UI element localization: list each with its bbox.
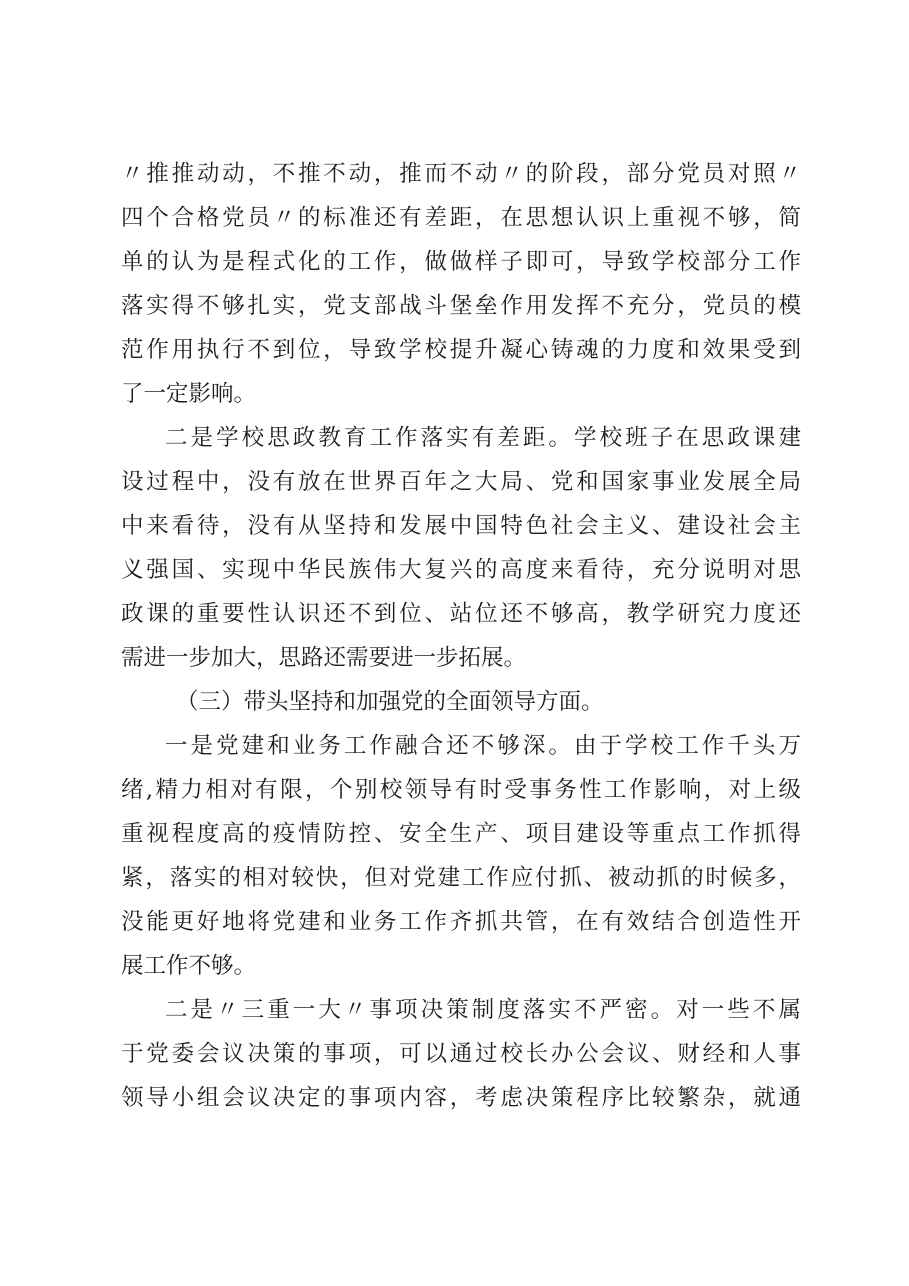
section-heading: （三）带头坚持和加强党的全面领导方面。 <box>176 689 604 715</box>
text-line: 〃推推动动，不推不动，推而不动〃的阶段，部分党员对照〃 <box>121 161 801 187</box>
paragraph-first-line: 二是学校思政教育工作落实有差距。学校班子在思政课建 <box>165 425 801 451</box>
text-line: 没能更好地将党建和业务工作齐抓共管，在有效结合创造性开 <box>121 909 801 935</box>
text-line: 展工作不够。 <box>121 953 257 979</box>
text-line: 紧，落实的相对较快，但对党建工作应付抓、被动抓的时候多， <box>121 865 801 891</box>
text-line: 义强国、实现中华民族伟大复兴的高度来看待，充分说明对思 <box>121 557 801 583</box>
text-line: 了一定影响。 <box>121 381 257 407</box>
text-line: 于党委会议决策的事项，可以通过校长办公会议、财经和人事 <box>121 1041 801 1067</box>
text-line: 单的认为是程式化的工作，做做样子即可，导致学校部分工作 <box>121 249 801 275</box>
text-line: 落实得不够扎实，党支部战斗堡垒作用发挥不充分，党员的模 <box>121 293 801 319</box>
text-line: 设过程中，没有放在世界百年之大局、党和国家事业发展全局 <box>121 469 801 495</box>
text-line: 领导小组会议决定的事项内容，考虑决策程序比较繁杂，就通 <box>121 1085 801 1111</box>
paragraph-first-line: 二是〃三重一大〃事项决策制度落实不严密。对一些不属 <box>165 997 801 1023</box>
text-line: 政课的重要性认识还不到位、站位还不够高，教学研究力度还 <box>121 601 801 627</box>
text-line: 中来看待，没有从坚持和发展中国特色社会主义、建设社会主 <box>121 513 801 539</box>
paragraph-first-line: 一是党建和业务工作融合还不够深。由于学校工作千头万 <box>165 733 801 759</box>
text-line: 重视程度高的疫情防控、安全生产、项目建设等重点工作抓得 <box>121 821 801 847</box>
text-line: 范作用执行不到位，导致学校提升凝心铸魂的力度和效果受到 <box>121 337 801 363</box>
text-line: 四个合格党员〃的标准还有差距，在思想认识上重视不够，简 <box>121 205 801 231</box>
text-line: 绪,精力相对有限，个别校领导有时受事务性工作影响，对上级 <box>121 777 801 803</box>
text-line: 需进一步加大，思路还需要进一步拓展。 <box>121 645 527 671</box>
